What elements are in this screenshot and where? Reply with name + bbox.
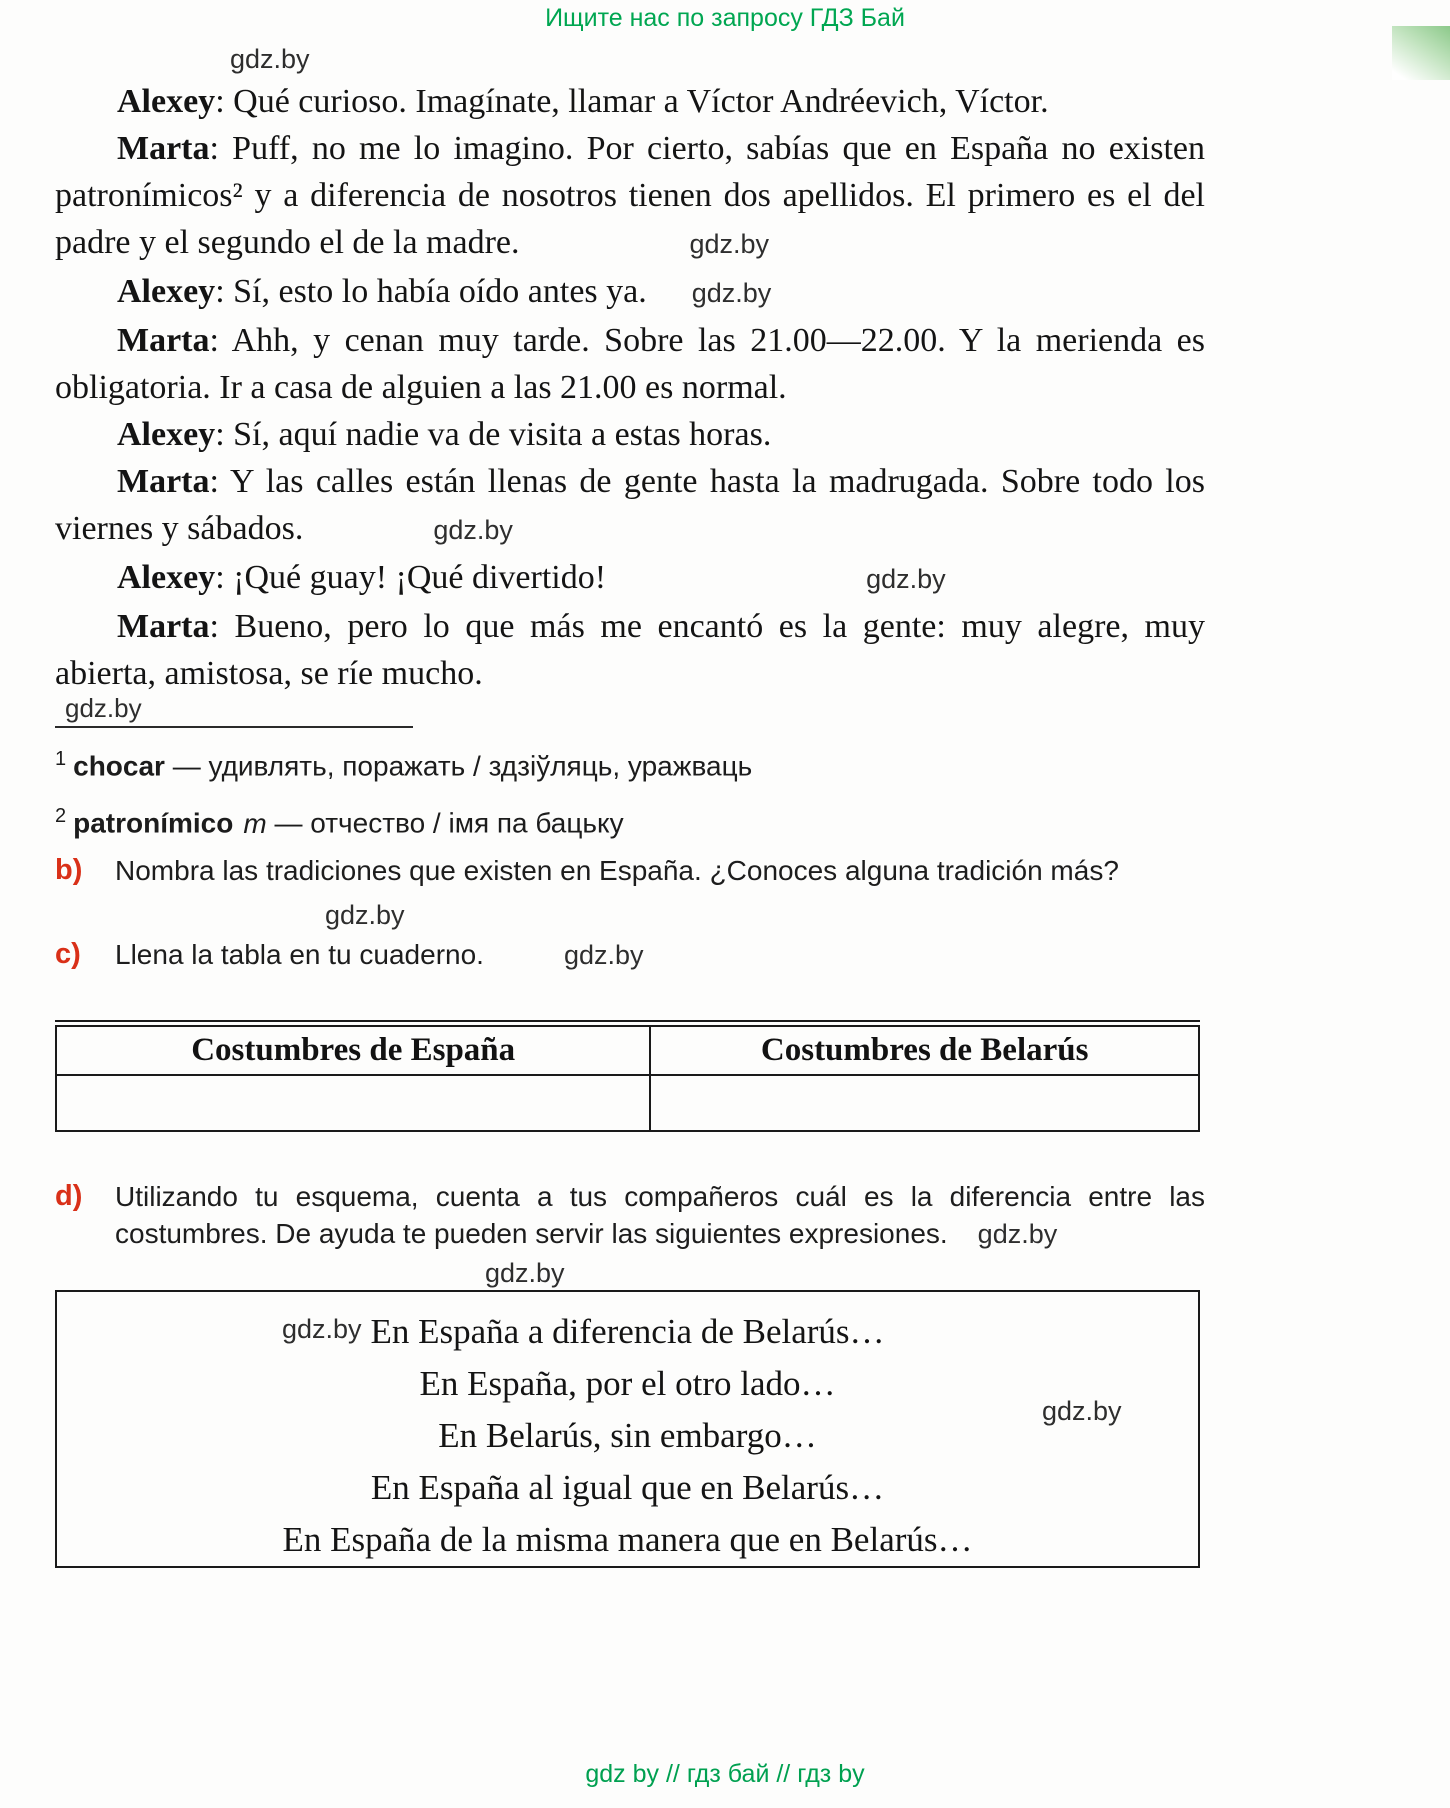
expression-line: En España, por el otro lado… [419,1364,836,1403]
dialogue-paragraph [55,458,1205,554]
expression-line: En Belarús, sin embargo… [438,1416,817,1455]
footnote-translation: — удивлять, поражать / здзіўляць, уражваць [164,750,753,782]
watermark: gdz.by [563,940,644,970]
exercise-b-body [115,852,1205,934]
corner-gradient-decoration [1392,26,1450,80]
dialogue-text: : Sí, esto lo había oído antes ya. [215,273,647,310]
watermark: gdz.by [485,1258,565,1288]
costumbres-table [55,1020,1200,1132]
expression-line: En España de la misma manera que en Belarús… [282,1520,973,1559]
dialogue-paragraph [55,317,1205,411]
speaker-name: Marta [117,463,210,500]
dialogue-text: : Bueno, pero lo que más me encantó es la gente: muy alegre, muy abierta, amistosa, se ríe mucho. [55,608,1205,692]
exercise-b-label: b) [55,854,83,886]
dialogue-text: : Y las calles están llenas de gente hasta la madrugada. Sobre todo los viernes y sábados. [55,463,1205,547]
expressions-box [55,1290,1200,1568]
exercise-d-label: d) [55,1180,83,1212]
dialogue-text: : ¡Qué guay! ¡Qué divertido! [215,559,607,596]
footnotes-section [55,692,1200,843]
exercise-c-body [115,936,1205,974]
dialogue-paragraph [55,554,1205,603]
table-header-belarus: Costumbres de Belarús [650,1024,1199,1076]
footnote [55,740,1200,785]
speaker-name: Alexey [117,559,216,596]
exercise-c [55,936,1205,974]
watermark: gdz.by [433,515,513,545]
footnote-term: patronímico [73,807,234,839]
footnote [55,797,1200,842]
exercise-c-label: c) [55,938,81,970]
footnote-marker: 1 [55,748,67,770]
watermark: gdz.by [325,900,405,930]
watermark: gdz.by [866,564,946,594]
watermark: gdz.by [1042,1396,1122,1426]
watermark: gdz.by [689,229,770,259]
footnote-gender: m [243,807,267,839]
table-header-row [56,1024,1199,1076]
exercise-d [55,1178,1205,1292]
speaker-name: Marta [117,130,210,167]
dialogue-section [55,78,1205,697]
speaker-name: Alexey [117,83,216,120]
footnote-term: chocar [73,750,165,782]
expression-line: En España al igual que en Belarús… [370,1468,885,1507]
watermark: gdz.by [977,1219,1058,1249]
exercise-d-text-wrap [115,1178,1205,1253]
table-cell-belarus [650,1075,1199,1131]
exercise-d-body [115,1178,1205,1292]
dialogue-paragraph [55,78,1205,125]
speaker-name: Alexey [117,416,216,453]
watermark: gdz.by [282,1314,362,1344]
footnote-marker: 2 [55,805,67,828]
dialogue-text: : Ahh, y cenan muy tarde. Sobre las 21.00—22.00. Y la merienda es obligatoria. Ir a casa de alguien a las 21.00 es normal. [55,322,1205,406]
site-footer: gdz by // гдз бай // гдз by [585,1760,865,1788]
footnote-translation: — отчество / імя па бацьку [266,807,624,839]
dialogue-paragraph [55,125,1205,268]
exercise-d-text: Utilizando tu esquema, cuenta a tus compañeros cuál es la diferencia entre las costumbres. De ayuda te pueden servir las siguientes expresiones. [115,1181,1205,1249]
watermark: gdz.by [230,44,310,74]
dialogue-paragraph [55,411,1205,458]
watermark: gdz.by [65,693,142,723]
dialogue-text: : Sí, aquí nadie va de visita a estas horas. [215,416,772,453]
table-header-espana: Costumbres de España [56,1024,650,1076]
exercise-b-text: Nombra las tradiciones que existen en España. ¿Conoces alguna tradición más? [115,855,1119,886]
speaker-name: Marta [117,322,210,359]
speaker-name: Marta [117,608,210,645]
footnote-rule [55,692,413,728]
dialogue-paragraph [55,603,1205,697]
dialogue-text: : Puff, no me lo imagino. Por cierto, sabías que en España no existen patronímicos² y a diferencia de nosotros tienen dos apellidos. El primero es el del padre y el segundo el de la madre. [55,130,1205,261]
table-row [56,1075,1199,1131]
expression-line: En España a diferencia de Belarús… [370,1312,885,1351]
table-cell-espana [56,1075,650,1131]
exercise-b [55,852,1205,934]
promo-banner: Ищите нас по запросу ГДЗ Бай [545,4,905,32]
dialogue-paragraph [55,268,1205,317]
dialogue-text: : Qué curioso. Imagínate, llamar a Víctor Andréevich, Víctor. [215,83,1049,120]
speaker-name: Alexey [117,273,216,310]
exercise-c-text: Llena la tabla en tu cuaderno. [115,939,484,970]
watermark: gdz.by [691,278,772,308]
